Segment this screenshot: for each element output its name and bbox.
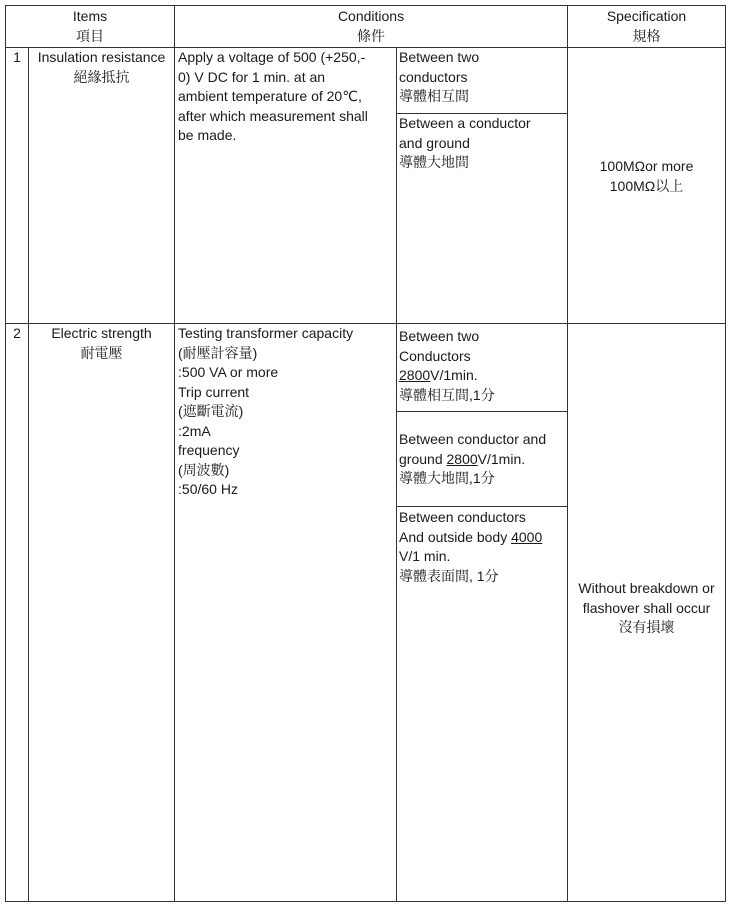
sub-condition-cell [397,48,568,324]
test-duration: V/1min. [430,367,478,383]
specification-cell [568,48,726,324]
row-number-cell [6,324,29,902]
condition-line: (周波數) [178,461,230,478]
sub-condition-line: 導體大地間,1分 [399,470,495,486]
sub-condition-line: Between conductor and [399,431,547,447]
specification-cell [568,324,726,902]
sub-condition-line: V/1 min. [399,548,451,564]
item-cell [29,324,175,902]
row-number: 2 [13,325,21,341]
table-row [6,324,726,902]
condition-line: (遮斷電流) [178,403,244,419]
item-name-zh: 耐電壓 [80,344,123,361]
row-number-cell [6,48,29,324]
condition-line: :500 VA or more [178,364,279,380]
spec-line: 100MΩ以上 [609,177,684,194]
spec-line: 沒有損壞 [618,619,675,636]
sub-condition-box [397,412,567,507]
condition-line: 0) V DC for 1 min. at an [178,68,326,85]
condition-line: be made. [178,127,237,143]
condition-line: frequency [178,442,240,458]
sub-condition-box [397,114,567,323]
spec-line: Without breakdown or [578,580,715,597]
spec-line: 100MΩor more [599,158,694,174]
sub-condition-line: 導體表面間, 1分 [399,567,499,584]
sub-condition-box [397,507,567,901]
condition-line: :50/60 Hz [178,481,238,497]
test-duration: V/1min. [477,450,526,467]
test-voltage: 4000 [511,528,543,545]
condition-line: ambient temperature of 20℃, [178,88,362,104]
sub-condition-line: 導體相互間,1分 [399,386,495,403]
sub-condition-line: Between two [399,328,480,344]
item-cell [29,48,175,324]
sub-condition-line: Between conductors [399,509,526,525]
sub-condition-line: conductors [399,68,468,85]
header-items-en: Items [72,8,108,24]
condition-cell [175,324,397,902]
sub-condition-box [397,48,567,114]
header-conditions [175,6,568,48]
header-conditions-zh: 條件 [357,27,386,44]
row-number: 1 [13,49,21,65]
sub-condition-line: 導體相互間 [399,88,470,104]
spec-line: flashover shall occur [582,599,711,616]
spec-sheet [5,5,725,900]
item-name-zh: 絕緣抵抗 [73,68,130,85]
header-specification [568,6,726,48]
item-name-en: Insulation resistance [37,49,166,65]
sub-condition-line: Between a conductor [399,115,531,131]
specification-table [5,5,726,902]
condition-line: (耐壓計容量) [178,344,258,361]
header-items [6,6,175,48]
header-row [6,6,726,48]
sub-condition-cell [397,324,568,902]
test-voltage: 2800 [446,450,478,467]
sub-condition-line: Between two [399,49,480,65]
header-spec-en: Specification [606,8,687,24]
header-items-zh: 項目 [76,27,104,44]
item-name-en: Electric strength [51,325,152,341]
voltage-prefix: And outside body [399,528,512,545]
condition-line: Apply a voltage of 500 (+250,- [178,49,366,65]
condition-line: after which measurement shall [178,107,368,124]
header-conditions-en: Conditions [337,8,405,24]
sub-condition-voltage-line [399,450,565,470]
table-row [6,48,726,324]
sub-condition-line: and ground [399,134,470,151]
sub-condition-voltage-line [399,528,565,548]
sub-condition-box [397,324,567,412]
voltage-prefix: ground [399,450,447,467]
header-spec-zh: 規格 [632,27,661,44]
sub-condition-voltage-line [399,366,565,386]
sub-condition-line: Conductors [399,347,471,364]
test-voltage: 2800 [399,367,431,383]
sub-condition-line: 導體大地間 [399,154,470,170]
condition-cell [175,48,397,324]
condition-line: :2mA [178,422,211,439]
condition-line: Trip current [178,383,250,400]
condition-line: Testing transformer capacity [178,325,354,341]
